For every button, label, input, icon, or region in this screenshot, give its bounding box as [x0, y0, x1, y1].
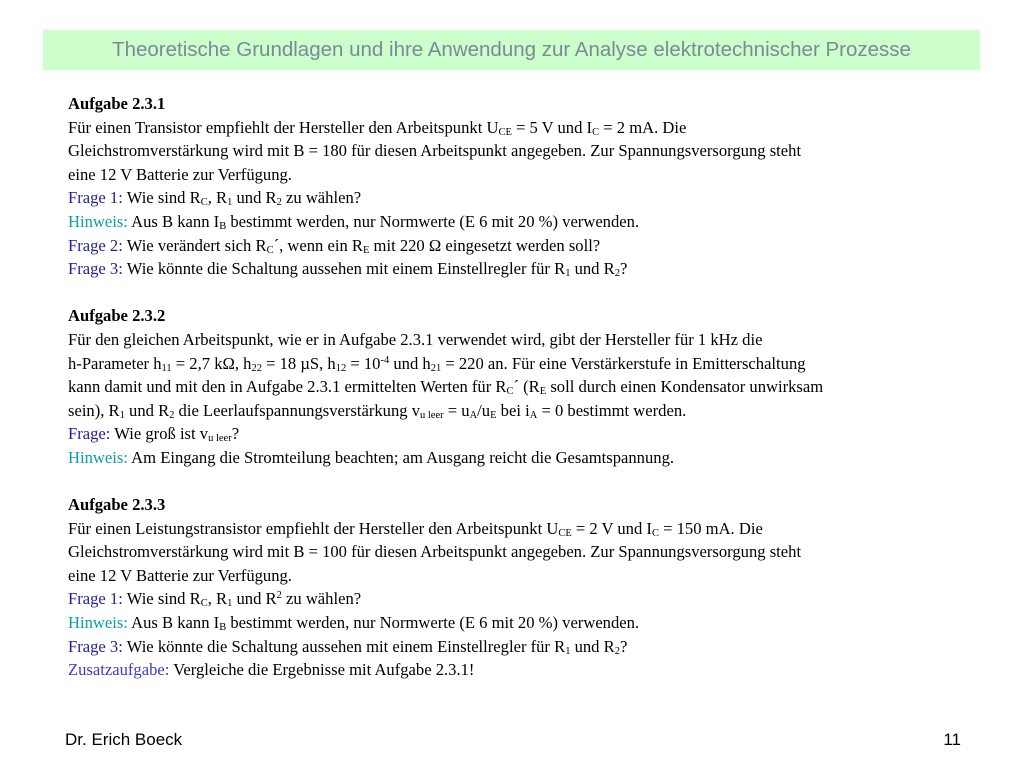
extra-task-label: Zusatzaufgabe: — [68, 660, 170, 680]
question-label: Frage 3: — [68, 259, 123, 279]
question-label: Frage 1: — [68, 589, 123, 609]
hint-label: Hinweis: — [68, 447, 128, 467]
task-2-3-1-title: Aufgabe 2.3.1 — [68, 94, 166, 113]
task-2-3-1-line-2: Gleichstromverstärkung wird mit B = 180 für diesen Arbeitspunkt angegeben. Zur Spannungsversorgung steht — [68, 141, 802, 161]
header-bar — [43, 30, 980, 70]
question-label: Frage: — [68, 424, 111, 444]
task-2-3-1-line-1: Für einen Transistor empfiehlt der Hersteller den Arbeitspunkt $U_{CE} = 5$ V und $I_C = 2$ mA. Die — [68, 117, 687, 138]
task-2-3-1-question-2: Frage 2: Wie verändert sich $R_C´$, wenn ein $R_E$ mit 220 Ω eingesetzt werden soll? — [68, 235, 601, 256]
task-2-3-1-hint: Hinweis: Aus B kann $I_B$ bestimmt werden, nur Normwerte (E 6 mit 20 %) verwenden. — [68, 211, 640, 232]
question-label: Frage 1: — [68, 188, 123, 208]
task-2-3-3-hint: Hinweis: Aus B kann $I_B$ bestimmt werden, nur Normwerte (E 6 mit 20 %) verwenden. — [68, 613, 640, 634]
task-2-3-1-question-3: Frage 3: Wie könnte die Schaltung aussehen mit einem Einstellregler für $R_1$ und $R_2$? — [68, 259, 628, 280]
task-2-3-2-question: Frage: Wie groß ist $v_{u leer}$? — [68, 424, 240, 445]
task-2-3-3-line-1: Für einen Leistungstransistor empfiehlt der Hersteller den Arbeitspunkt $U_{CE} = 2$ V und $I_C = 150$ mA. Die — [68, 518, 763, 539]
task-2-3-3-line-3: eine 12 V Batterie zur Verfügung. — [68, 565, 292, 585]
page-number: 11 — [943, 730, 961, 749]
spacer — [68, 470, 988, 494]
task-2-3-2-line-2: h-Parameter $h_{11} = 2,7$ kΩ, $h_{22} = 18$ µS, $h_{12} = 10^{-4}$ und $h_{21} = 220$ an. Für eine Verstärkerstufe in Emitterschaltung — [68, 353, 806, 374]
page-title: Theoretische Grundlagen und ihre Anwendung zur Analyse elektrotechnischer Prozesse — [112, 38, 911, 61]
spacer — [68, 281, 988, 305]
hint-label: Hinweis: — [68, 613, 128, 633]
task-2-3-3-extra-task: Zusatzaufgabe: Vergleiche die Ergebnisse mit Aufgabe 2.3.1! — [68, 660, 475, 680]
footer-author: Dr. Erich Boeck — [65, 730, 183, 749]
question-label: Frage 3: — [68, 636, 123, 656]
task-2-3-2-title: Aufgabe 2.3.2 — [68, 306, 166, 326]
task-2-3-3-question-1: Frage 1: Wie sind $R_C$, $R_1$ und $R^2$ zu wählen? — [68, 589, 362, 610]
task-2-3-2-line-3: kann damit und mit den in Aufgabe 2.3.1 ermittelten Werten für $R_C´$ ($R_E$ soll durch einen Kondensator unwirksam — [68, 377, 824, 398]
task-2-3-2-line-1: Für den gleichen Arbeitspunkt, wie er in Aufgabe 2.3.1 verwendet wird, gibt der Hersteller für 1 kHz die — [68, 329, 763, 349]
task-2-3-1-question-1: Frage 1: Wie sind $R_C$, $R_1$ und $R_2$ zu wählen? — [68, 188, 362, 209]
slide-content — [68, 92, 988, 682]
hint-label: Hinweis: — [68, 211, 128, 231]
task-2-3-2-hint: Hinweis: Am Eingang die Stromteilung beachten; am Ausgang reicht die Gesamtspannung. — [68, 447, 675, 467]
task-2-3-3-title: Aufgabe 2.3.3 — [68, 495, 166, 515]
task-2-3-2-line-4: sein), $R_1$ und $R_2$ die Leerlaufspannungsverstärkung $v_{u leer} = u_A/u_E$ bei $i_A = 0$ bestimmt werden. — [68, 400, 687, 421]
question-label: Frage 2: — [68, 235, 123, 255]
task-2-3-3-line-2: Gleichstromverstärkung wird mit B = 100 für diesen Arbeitspunkt angegeben. Zur Spannungsversorgung steht — [68, 542, 802, 562]
task-2-3-3-question-3: Frage 3: Wie könnte die Schaltung aussehen mit einem Einstellregler für $R_1$ und $R_2$? — [68, 636, 628, 657]
task-2-3-1-line-3: eine 12 V Batterie zur Verfügung. — [68, 164, 292, 184]
